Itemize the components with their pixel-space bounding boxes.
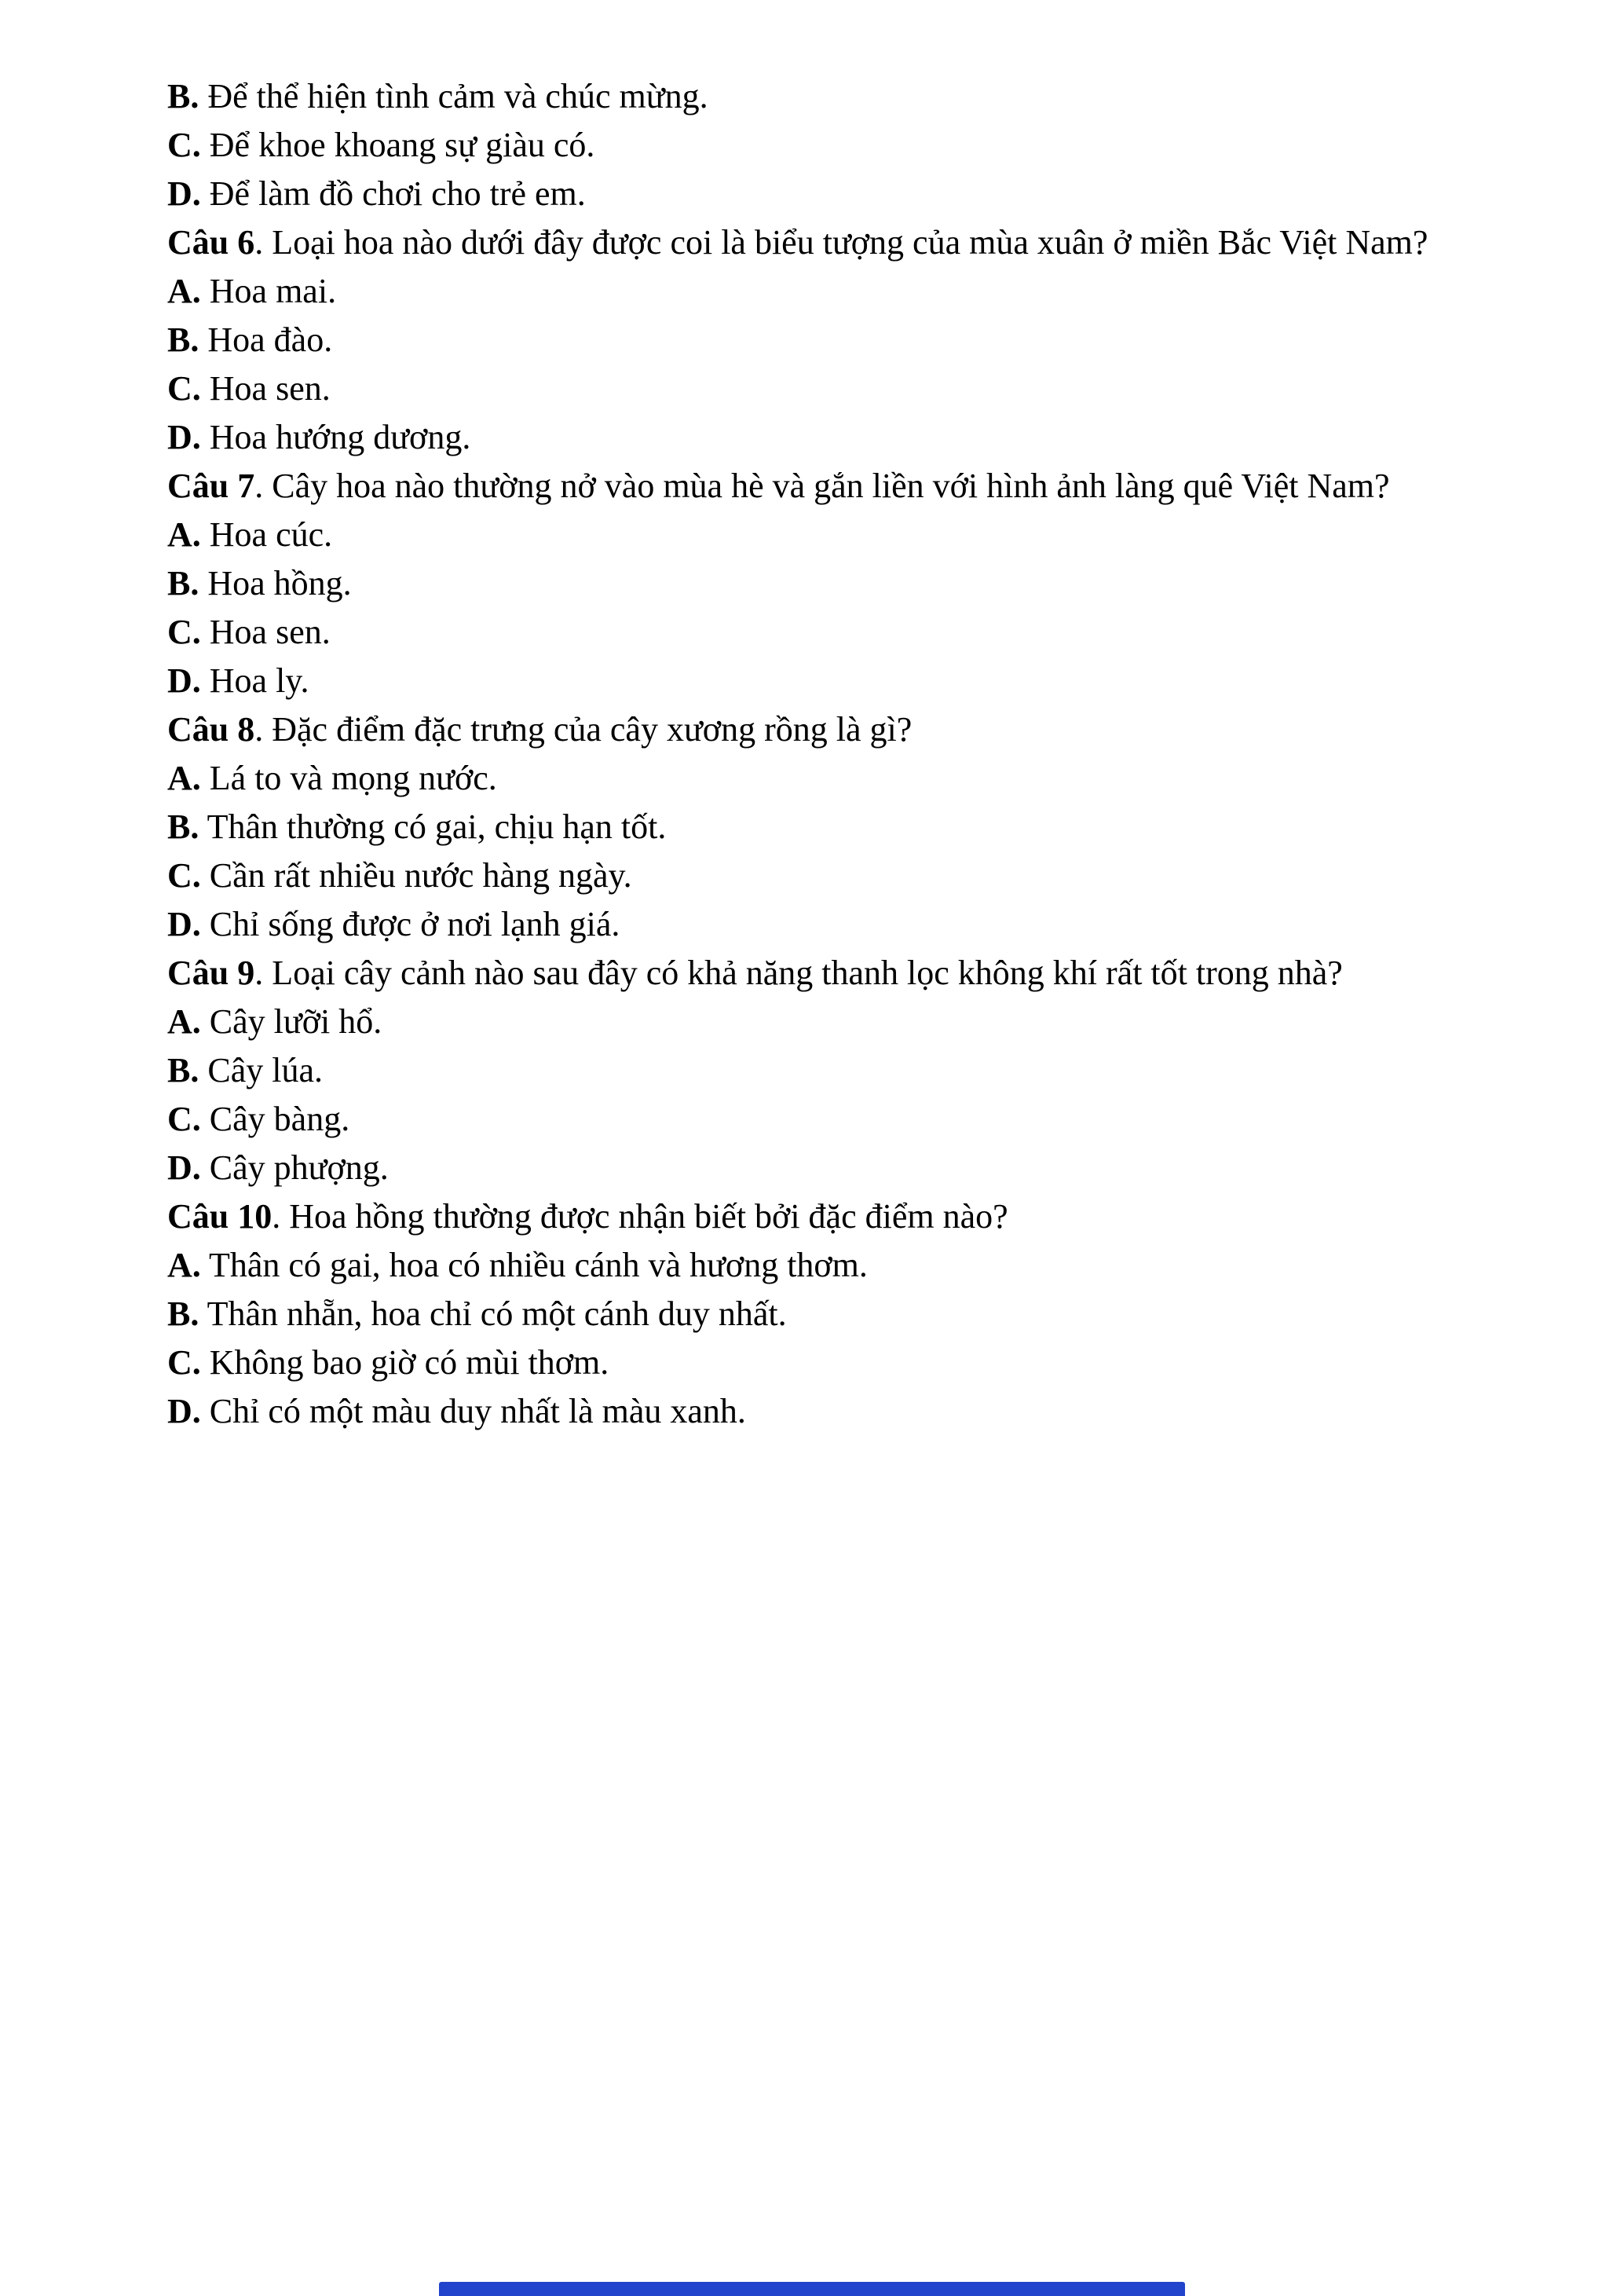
line-label: C.	[167, 1343, 201, 1382]
line-text: Để làm đồ chơi cho trẻ em.	[200, 174, 586, 213]
question-line	[167, 218, 1457, 267]
line-label: D.	[167, 661, 201, 700]
option-line	[167, 900, 1457, 949]
line-label: A.	[167, 1002, 201, 1041]
line-text: . Hoa hồng thường được nhận biết bởi đặc điểm nào?	[272, 1197, 1008, 1236]
line-text: . Đặc điểm đặc trưng của cây xương rồng là gì?	[254, 710, 913, 749]
question-line	[167, 1192, 1457, 1241]
line-label: A.	[167, 272, 201, 310]
line-text: Để khoe khoang sự giàu có.	[200, 126, 595, 164]
line-label: D.	[167, 1392, 201, 1430]
option-line	[167, 754, 1457, 803]
line-text: Hoa cúc.	[200, 515, 333, 554]
option-line	[167, 559, 1457, 608]
line-label: Câu 10	[167, 1197, 272, 1236]
line-label: C.	[167, 1100, 201, 1138]
line-text: Hoa hướng dương.	[200, 418, 471, 456]
line-label: B.	[167, 77, 199, 115]
line-text: Hoa ly.	[200, 661, 309, 700]
option-line	[167, 1046, 1457, 1095]
line-text: Hoa hồng.	[199, 564, 352, 602]
option-line	[167, 72, 1457, 121]
option-line	[167, 998, 1457, 1046]
line-label: C.	[167, 613, 201, 651]
line-text: Chỉ sống được ở nơi lạnh giá.	[200, 905, 620, 943]
option-line	[167, 364, 1457, 413]
line-text: Để thể hiện tình cảm và chúc mừng.	[199, 77, 708, 115]
option-line	[167, 803, 1457, 851]
option-line	[167, 608, 1457, 657]
option-line	[167, 1144, 1457, 1192]
option-line	[167, 511, 1457, 559]
question-line	[167, 705, 1457, 754]
line-text: Thân có gai, hoa có nhiều cánh và hương thơm.	[200, 1246, 868, 1284]
option-line	[167, 1338, 1457, 1387]
line-label: B.	[167, 320, 199, 359]
line-text: Hoa mai.	[200, 272, 337, 310]
footer-link-clipped[interactable]	[439, 2282, 1185, 2296]
line-text: Thân thường có gai, chịu hạn tốt.	[199, 807, 667, 846]
line-text: Thân nhẵn, hoa chỉ có một cánh duy nhất.	[199, 1294, 787, 1333]
option-line	[167, 316, 1457, 364]
line-text: . Cây hoa nào thường nở vào mùa hè và gắn liền với hình ảnh làng quê Việt Nam?	[254, 467, 1390, 505]
line-text: . Loại hoa nào dưới đây được coi là biểu tượng của mùa xuân ở miền Bắc Việt Nam?	[254, 223, 1428, 262]
question-line	[167, 949, 1457, 998]
line-text: Hoa đào.	[199, 320, 333, 359]
option-line	[167, 170, 1457, 218]
line-text: Cây lưỡi hổ.	[200, 1002, 382, 1041]
option-line	[167, 267, 1457, 316]
line-text: Lá to và mọng nước.	[200, 759, 497, 797]
line-label: A.	[167, 759, 201, 797]
option-line	[167, 413, 1457, 462]
line-text: . Loại cây cảnh nào sau đây có khả năng thanh lọc không khí rất tốt trong nhà?	[254, 954, 1343, 992]
line-label: Câu 7	[167, 467, 255, 505]
option-line	[167, 657, 1457, 705]
line-label: Câu 9	[167, 954, 255, 992]
option-line	[167, 1241, 1457, 1290]
line-text: Không bao giờ có mùi thơm.	[200, 1343, 609, 1382]
line-label: B.	[167, 1051, 199, 1089]
line-label: B.	[167, 564, 199, 602]
line-label: B.	[167, 1294, 199, 1333]
line-label: B.	[167, 807, 199, 846]
option-line	[167, 1387, 1457, 1436]
line-label: Câu 8	[167, 710, 255, 749]
line-text: Chỉ có một màu duy nhất là màu xanh.	[200, 1392, 746, 1430]
line-label: D.	[167, 905, 201, 943]
line-text: Hoa sen.	[200, 613, 331, 651]
line-label: Câu 6	[167, 223, 255, 262]
question-line	[167, 462, 1457, 511]
line-label: D.	[167, 174, 201, 213]
line-label: C.	[167, 126, 201, 164]
line-text: Cây bàng.	[200, 1100, 350, 1138]
line-label: A.	[167, 515, 201, 554]
option-line	[167, 1095, 1457, 1144]
line-text: Hoa sen.	[200, 369, 331, 408]
line-label: D.	[167, 418, 201, 456]
document-content	[167, 72, 1457, 1436]
line-label: A.	[167, 1246, 201, 1284]
option-line	[167, 851, 1457, 900]
line-label: C.	[167, 856, 201, 895]
line-text: Cần rất nhiều nước hàng ngày.	[200, 856, 632, 895]
line-label: D.	[167, 1148, 201, 1187]
line-text: Cây lúa.	[199, 1051, 323, 1089]
line-label: C.	[167, 369, 201, 408]
line-text: Cây phượng.	[200, 1148, 389, 1187]
option-line	[167, 121, 1457, 170]
option-line	[167, 1290, 1457, 1338]
